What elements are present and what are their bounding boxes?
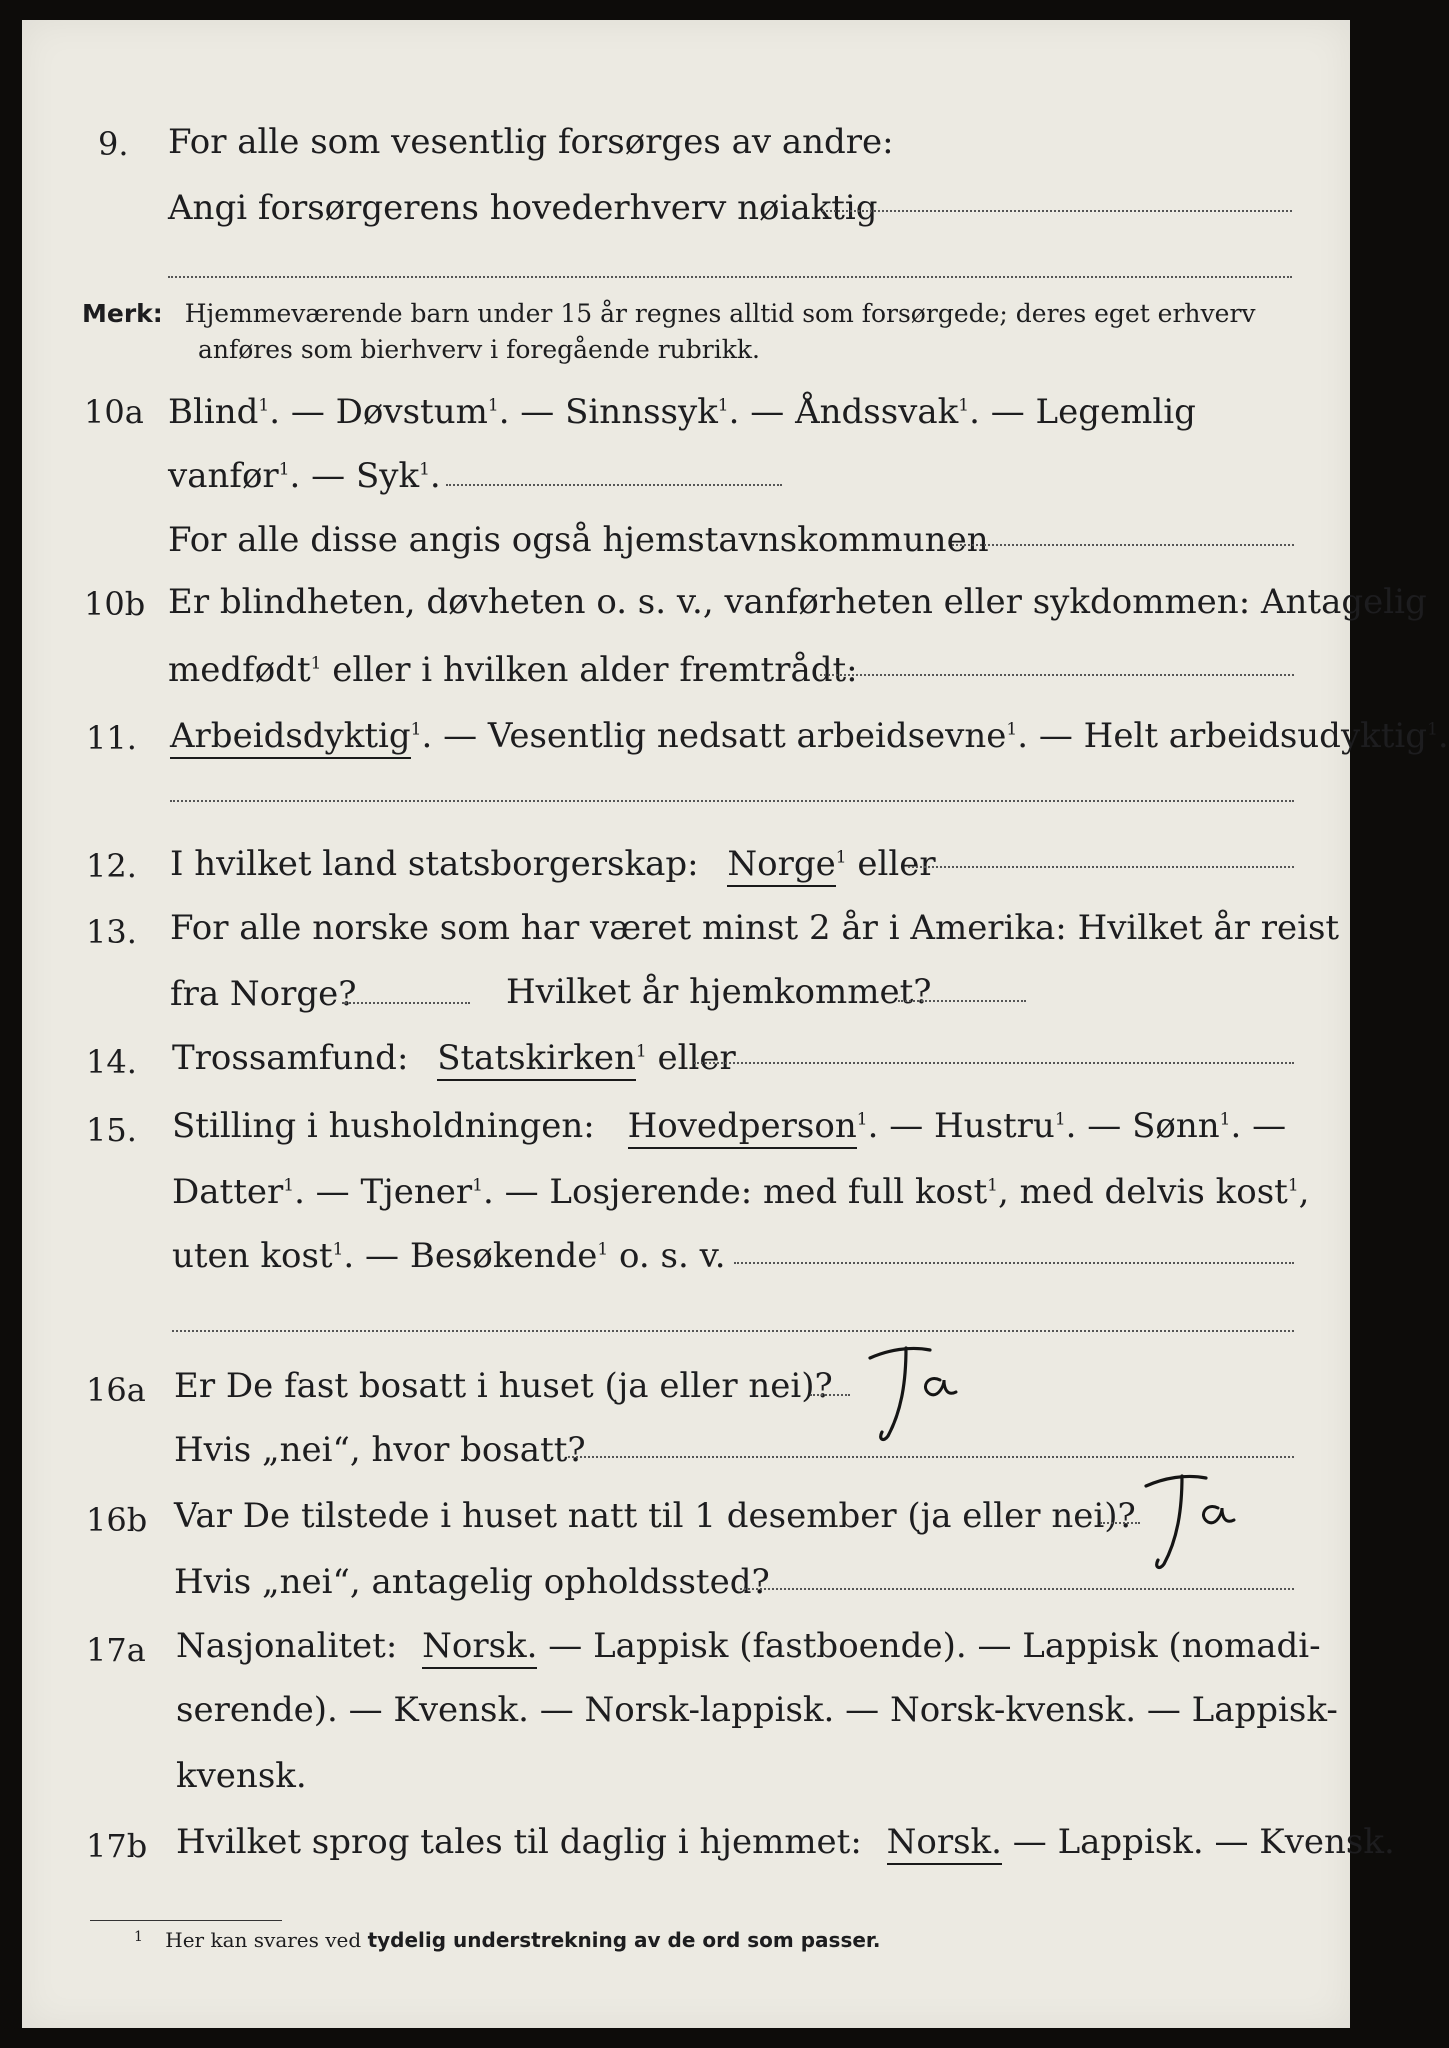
option-hustru[interactable]: Hustru [934,1106,1055,1146]
option-datter[interactable]: Datter [172,1172,284,1212]
q10b-line2: medfødt$^1$ eller i hvilken alder fremtrådt: [168,650,858,690]
q16b-question: Var De tilstede i huset natt til 1 desember (ja eller nei)? [174,1496,1136,1536]
q10a-line2: vanfør$^1$. — Syk$^1$. [168,456,441,496]
footnote-emphasis: tydelig understrekning av de ord som passer. [367,1928,881,1952]
q9-answer-field-2[interactable] [168,276,1292,278]
question-number: 10a [84,393,144,431]
option-udyktig[interactable]: Helt arbeidsudyktig [1083,716,1428,756]
merk-note-line1 [82,296,1256,332]
q10b-alder-label: eller i hvilken alder fremtrådt: [332,650,858,690]
option-medfodt[interactable]: medfødt [168,650,311,690]
option-norsk-nasjonalitet[interactable]: Norsk. [422,1626,537,1669]
q15-answer-field-2[interactable] [172,1330,1294,1332]
option-tjener[interactable]: Tjener [360,1172,473,1212]
q15-osv: o. s. v. [619,1236,726,1276]
q14-eller: eller [657,1038,736,1078]
q15-line1: Stilling i husholdningen: Hovedperson$^1$. — Hustru$^1$. — Sønn$^1$. — [172,1106,1286,1146]
q10a-line1: Blind$^1$. — Døvstum$^1$. — Sinnssyk$^1$. — Åndssvak$^1$. — Legemlig [168,392,1196,432]
option-statskirken[interactable]: Statskirken [437,1038,636,1081]
q13-hjemkommet-label: Hvilket år hjemkommet? [506,972,932,1012]
option-andssvak[interactable]: Åndssvak [795,392,959,432]
q12-answer-field[interactable] [908,866,1294,868]
q12-line: I hvilket land statsborgerskap: Norge$^1$ eller [170,844,936,884]
q17a-line1 [176,1626,1321,1666]
question-number: 16b [86,1501,148,1539]
q13-line1: For alle norske som har været minst 2 år i Amerika: Hvilket år reist [170,908,1340,948]
q15-losjerende-label: Losjerende: [549,1172,753,1212]
q16a-bosatt-label: Hvis „nei“, hvor bosatt? [174,1430,586,1470]
q17a-options-3: kvensk. [176,1756,307,1796]
option-norge[interactable]: Norge [727,844,835,887]
option-blind[interactable]: Blind [168,392,259,432]
question-number: 17a [86,1631,146,1669]
q17b-line [176,1822,1395,1862]
q16b-handwritten-answer [1120,1468,1250,1578]
q10a-line3: For alle disse angis også hjemstavnskommunen [168,520,989,560]
q16b-opholdssted-field[interactable] [740,1588,1294,1590]
q10a-answer-field[interactable] [446,484,782,486]
question-number: 10b [84,585,146,623]
q14-prefix: Trossamfund: [172,1038,409,1078]
q9-line2: Angi forsørgerens hovederhverv nøiaktig [168,188,878,228]
q17a-options-1: — Lappisk (fastboende). — Lappisk (nomadi- [548,1626,1321,1666]
option-vanfor[interactable]: vanfør [168,456,279,496]
q16a-bosatt-field[interactable] [568,1456,1294,1458]
question-number: 13. [86,913,137,951]
q9-answer-field[interactable] [822,210,1292,212]
q14-answer-field[interactable] [694,1062,1294,1064]
q15-line2: Datter$^1$. — Tjener$^1$. — Losjerende: med full kost$^1$, med delvis kost$^1$, [172,1172,1310,1212]
q15-answer-field[interactable] [734,1262,1294,1264]
option-syk[interactable]: Syk [355,456,420,496]
question-number: 17b [86,1827,148,1865]
question-number: 12. [86,847,137,885]
question-number: 15. [86,1111,137,1149]
q17b-options: — Lappisk. — Kvensk. [1012,1822,1395,1862]
option-sinnssyk[interactable]: Sinnssyk [565,392,718,432]
question-number: 9. [98,125,129,163]
option-dovstum[interactable]: Døvstum [335,392,488,432]
q16a-question: Er De fast bosatt i huset (ja eller nei)? [174,1366,833,1406]
q17a-prefix: Nasjonalitet: [176,1626,398,1666]
question-number: 16a [86,1371,146,1409]
q12-eller: eller [857,844,936,884]
option-norsk-sprog[interactable]: Norsk. [887,1822,1002,1865]
option-nedsatt[interactable]: Vesentlig nedsatt arbeidsevne [487,716,1007,756]
q10b-answer-field[interactable] [820,674,1294,676]
option-hovedperson[interactable]: Hovedperson [628,1106,857,1149]
q15-line3: uten kost$^1$. — Besøkende$^1$ o. s. v. [172,1236,726,1276]
q15-prefix: Stilling i husholdningen: [172,1106,595,1146]
q10b-line1: Er blindheten, døvheten o. s. v., vanførheten eller sykdommen: Antagelig [168,582,1427,622]
q17b-prefix: Hvilket sprog tales til daglig i hjemmet: [176,1822,862,1862]
question-number: 11. [86,719,137,757]
q11-answer-field[interactable] [170,800,1294,802]
q14-line: Trossamfund: Statskirken$^1$ eller [172,1038,736,1078]
footnote-text: Her kan svares ved [165,1928,362,1952]
option-uten-kost[interactable]: uten kost [172,1236,333,1276]
footnote-divider [90,1920,282,1921]
option-legemlig[interactable]: Legemlig [1035,392,1196,432]
question-number: 14. [86,1043,137,1081]
footnote-mark: 1 [134,1929,143,1945]
q16b-opholdssted-label: Hvis „nei“, antagelig opholdssted? [174,1562,770,1602]
q13-hjemkommet-field[interactable] [898,1000,1026,1002]
q13-fra-norge-label: fra Norge? [170,974,357,1014]
option-arbeidsdyktig[interactable]: Arbeidsdyktig [170,716,411,759]
option-besokende[interactable]: Besøkende [409,1236,598,1276]
q12-prefix: I hvilket land statsborgerskap: [170,844,699,884]
q17a-options-2: serende). — Kvensk. — Norsk-lappisk. — Norsk-kvensk. — Lappisk- [176,1690,1338,1730]
q13-reist-field[interactable] [342,1002,470,1004]
option-delvis-kost[interactable]: med delvis kost [1019,1172,1288,1212]
q16a-handwritten-answer [840,1340,970,1450]
option-full-kost[interactable]: med full kost [762,1172,988,1212]
merk-text-1: Hjemmeværende barn under 15 år regnes alltid som forsørgede; deres eget erhverv [184,299,1256,328]
option-sonn[interactable]: Sønn [1132,1106,1220,1146]
q11-line1: Arbeidsdyktig$^1$. — Vesentlig nedsatt arbeidsevne$^1$. — Helt arbeidsudyktig$^1$. [170,716,1449,756]
q9-line1: For alle som vesentlig forsørges av andre: [168,122,894,162]
q10a-hjemstavn-field[interactable] [952,544,1294,546]
footnote [134,1924,881,1953]
merk-label: Merk: [82,299,163,328]
merk-text-2: anføres som bierhverv i foregående rubrikk. [198,335,760,364]
